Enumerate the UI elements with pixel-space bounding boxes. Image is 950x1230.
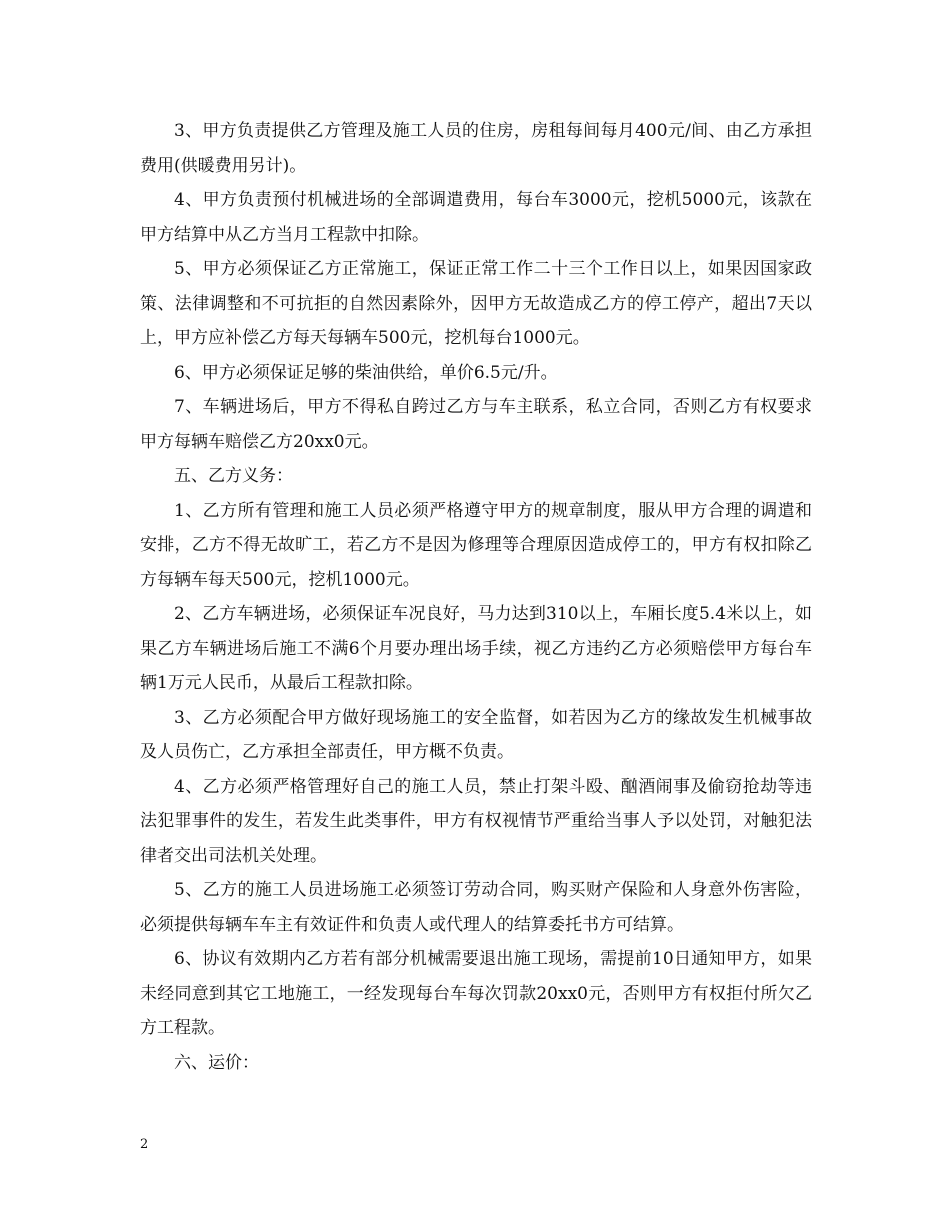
paragraph-obligation-6: 6、协议有效期内乙方若有部分机械需要退出施工现场，需提前10日通知甲方，如果未经同意到其它工地施工，一经发现每台车每次罚款20xx0元，否则甲方有权拒付所欠乙方工程款。 — [140, 949, 812, 1038]
document-body — [140, 114, 812, 1080]
section-heading-freight-price: 六、运价： — [174, 1052, 259, 1073]
paragraph-clause-7: 7、车辆进场后，甲方不得私自跨过乙方与车主联系，私立合同，否则乙方有权要求甲方每辆车赔偿乙方20xx0元。 — [140, 397, 812, 452]
paragraph-clause-5: 5、甲方必须保证乙方正常施工，保证正常工作二十三个工作日以上，如果因国家政策、法律调整和不可抗拒的自然因素除外，因甲方无故造成乙方的停工停产，超出7天以上，甲方应补偿乙方每天每辆车500元，挖机每台1000元。 — [140, 259, 812, 348]
paragraph-clause-4: 4、甲方负责预付机械进场的全部调遣费用，每台车3000元，挖机5000元，该款在甲方结算中从乙方当月工程款中扣除。 — [140, 190, 812, 245]
page-number: 2 — [140, 1137, 149, 1152]
paragraph-obligation-5: 5、乙方的施工人员进场施工必须签订劳动合同，购买财产保险和人身意外伤害险，必须提供每辆车车主有效证件和负责人或代理人的结算委托书方可结算。 — [140, 880, 812, 935]
paragraph-clause-6: 6、甲方必须保证足够的柴油供给，单价6.5元/升。 — [174, 362, 558, 383]
paragraph-obligation-3: 3、乙方必须配合甲方做好现场施工的安全监督，如若因为乙方的缘故发生机械事故及人员伤亡，乙方承担全部责任，甲方概不负责。 — [140, 707, 812, 762]
section-heading-party-b-obligations: 五、乙方义务： — [174, 466, 293, 486]
paragraph-obligation-4: 4、乙方必须严格管理好自己的施工人员，禁止打架斗殴、酗酒闹事及偷窃抢劫等违法犯罪事件的发生，若发生此类事件，甲方有权视情节严重给当事人予以处罚，对触犯法律者交出司法机关处理。 — [140, 776, 812, 866]
paragraph-obligation-1: 1、乙方所有管理和施工人员必须严格遵守甲方的规章制度，服从甲方合理的调遣和安排，乙方不得无故旷工，若乙方不是因为修理等合理原因造成停工的，甲方有权扣除乙方每辆车每天500元，挖机1000元。 — [140, 500, 812, 590]
paragraph-obligation-2: 2、乙方车辆进场，必须保证车况良好，马力达到310以上，车厢长度5.4米以上，如果乙方车辆进场后施工不满6个月要办理出场手续，视乙方违约乙方必须赔偿甲方每台车辆1万元人民币，从最后工程款扣除。 — [140, 604, 812, 693]
paragraph-clause-3: 3、甲方负责提供乙方管理及施工人员的住房，房租每间每月400元/间、由乙方承担费用(供暖费用另计)。 — [140, 121, 812, 176]
